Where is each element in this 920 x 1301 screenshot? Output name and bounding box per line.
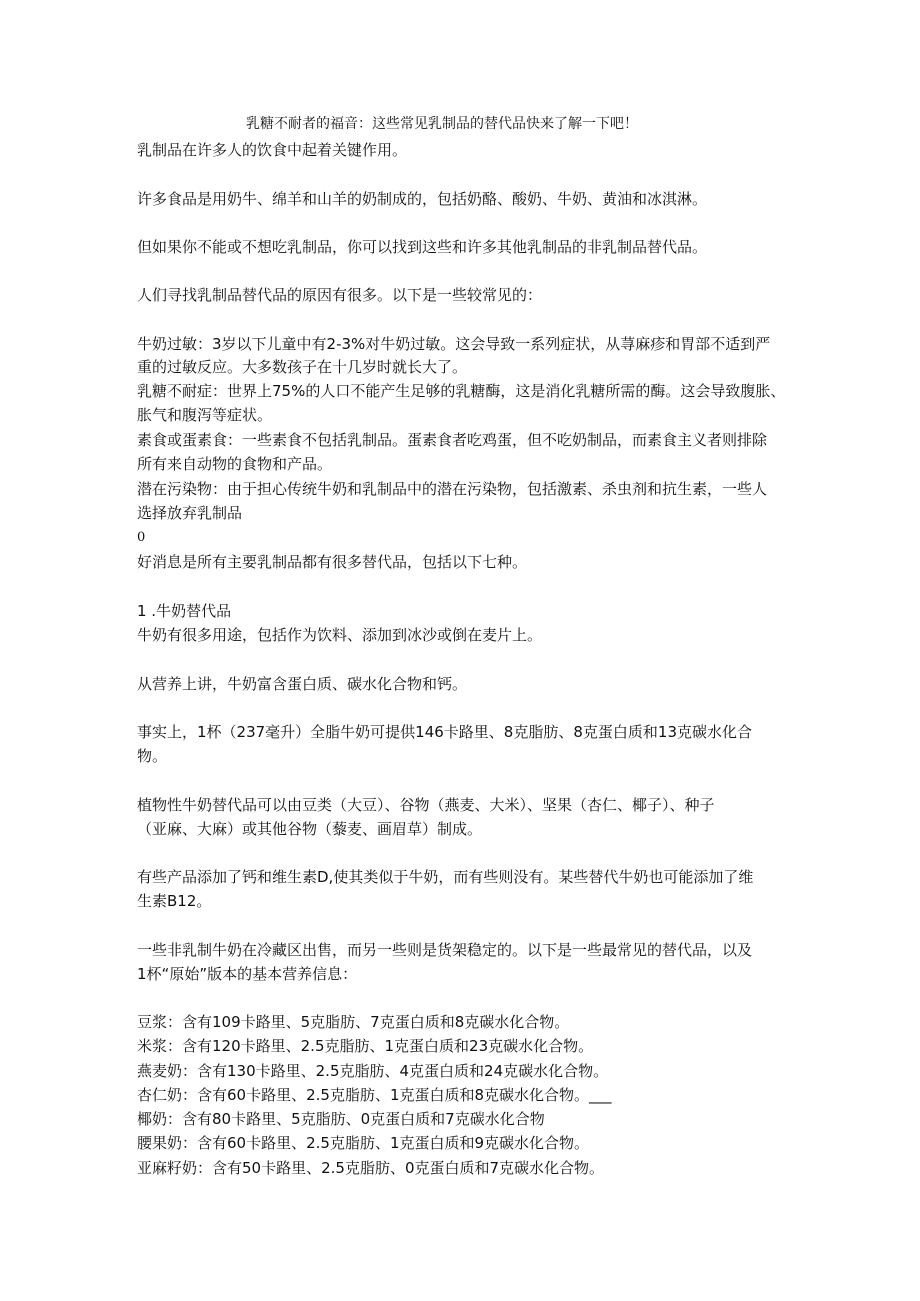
- good-news-paragraph: 好消息是所有主要乳制品都有很多替代品，包括以下七种。: [137, 553, 528, 571]
- contaminants-line-2: 选择放弃乳制品: [137, 504, 243, 522]
- list-item: 杏仁奶：含有60卡路里、2.5克脂肪、1克蛋白质和8克碳水化合物。___: [137, 1086, 612, 1104]
- list-item: 椰奶：含有80卡路里、5克脂肪、0克蛋白质和7克碳水化合物: [137, 1110, 545, 1128]
- dairy-alternatives-paragraph: 但如果你不能或不想吃乳制品，你可以找到这些和许多其他乳制品的非乳制品替代品。: [137, 238, 708, 256]
- milk-fact-line-1: 事实上，1杯（237毫升）全脂牛奶可提供146卡路里、8克脂肪、8克蛋白质和13克碳水化合: [137, 723, 752, 741]
- plant-milk-line-1: 植物性牛奶替代品可以由豆类（大豆）、谷物（燕麦、大米）、坚果（杏仁、椰子）、种子: [137, 796, 715, 814]
- vitamins-line-2: 生素B12。: [137, 892, 212, 910]
- intro-paragraph: 乳制品在许多人的饮食中起着关键作用。: [137, 141, 408, 159]
- milk-allergy-line-2: 重的过敏反应。大多数孩子在十几岁时就长大了。: [137, 358, 468, 376]
- vegan-diet-line-1: 素食或蛋素食：一些素食不包括乳制品。蛋素食者吃鸡蛋，但不吃奶制品，而素食主义者则排除: [137, 431, 768, 449]
- milk-alternatives-heading: 1 .牛奶替代品: [137, 602, 232, 620]
- milk-uses-paragraph: 牛奶有很多用途，包括作为饮料、添加到冰沙或倒在麦片上。: [137, 626, 543, 644]
- list-item: 亚麻籽奶：含有50卡路里、2.5克脂肪、0克蛋白质和7克碳水化合物。: [137, 1159, 605, 1177]
- milk-fact-line-2: 物。: [137, 747, 168, 765]
- list-item: 燕麦奶：含有130卡路里、2.5克脂肪、4克蛋白质和24克碳水化合物。: [137, 1062, 609, 1080]
- reasons-intro-paragraph: 人们寻找乳制品替代品的原因有很多。以下是一些较常见的：: [137, 286, 543, 304]
- vegan-diet-line-2: 所有来自动物的食物和产品。: [137, 455, 333, 473]
- list-item: 米浆：含有120卡路里、2.5克脂肪、1克蛋白质和23克碳水化合物。: [137, 1037, 594, 1055]
- milk-allergy-line-1: 牛奶过敏：3岁以下儿童中有2-3%对牛奶过敏。这会导致一系列症状，从荨麻疹和胃部不适到严: [137, 335, 771, 353]
- zero-marker: 0: [137, 530, 146, 545]
- document-title: 乳糖不耐者的福音：这些常见乳制品的替代品快来了解一下吧！: [246, 116, 638, 132]
- dairy-sources-paragraph: 许多食品是用奶牛、绵羊和山羊的奶制成的，包括奶酪、酸奶、牛奶、黄油和冰淇淋。: [137, 190, 708, 208]
- list-item: 豆浆：含有109卡路里、5克脂肪、7克蛋白质和8克碳水化合物。: [137, 1013, 570, 1031]
- lactose-intolerance-line-2: 胀气和腹泻等症状。: [137, 406, 273, 424]
- shelf-stable-line-2: 1杯“原始”版本的基本营养信息：: [137, 965, 358, 983]
- lactose-intolerance-line-1: 乳糖不耐症：世界上75%的人口不能产生足够的乳糖酶，这是消化乳糖所需的酶。这会导致腹胀、: [137, 382, 786, 400]
- milk-nutrition-paragraph: 从营养上讲，牛奶富含蛋白质、碳水化合物和钙。: [137, 675, 468, 693]
- shelf-stable-line-1: 一些非乳制牛奶在冷藏区出售，而另一些则是货架稳定的。以下是一些最常见的替代品，以及: [137, 941, 753, 959]
- contaminants-line-1: 潜在污染物：由于担心传统牛奶和乳制品中的潜在污染物，包括激素、杀虫剂和抗生素，一些人: [137, 480, 768, 498]
- plant-milk-line-2: （亚麻、大麻）或其他谷物（藜麦、画眉草）制成。: [137, 820, 483, 838]
- vitamins-line-1: 有些产品添加了钙和维生素D,使其类似于牛奶，而有些则没有。某些替代牛奶也可能添加了维: [137, 868, 754, 886]
- list-item: 腰果奶：含有60卡路里、2.5克脂肪、1克蛋白质和9克碳水化合物。: [137, 1134, 590, 1152]
